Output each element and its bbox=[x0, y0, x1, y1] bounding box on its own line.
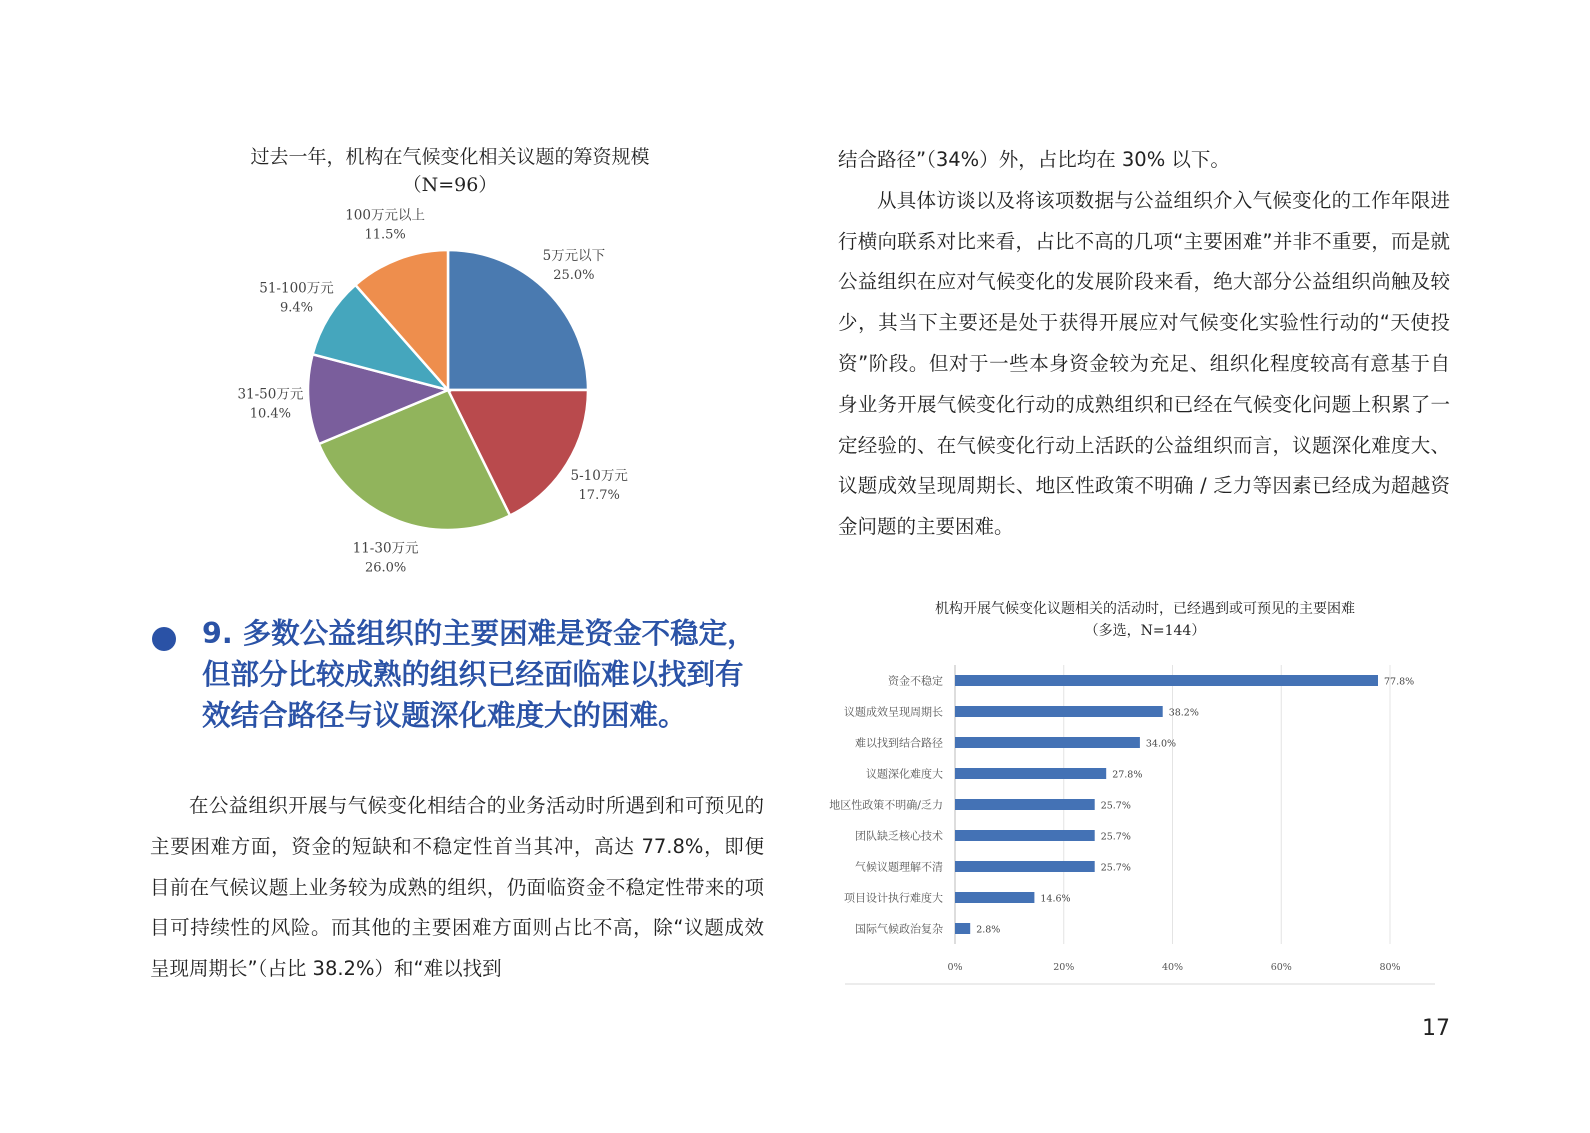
pie-slice-value: 26.0% bbox=[364, 560, 407, 576]
section-heading-text: 9. 多数公益组织的主要困难是资金不稳定，但部分比较成熟的组织已经面临难以找到有效结合路径与议题深化难度大的困难。 bbox=[202, 617, 756, 732]
pie-slice-value: 17.7% bbox=[578, 488, 620, 503]
bar-value-label: 2.8% bbox=[976, 924, 1001, 936]
x-tick-label: 40% bbox=[1161, 962, 1184, 973]
bar bbox=[955, 892, 1034, 903]
category-label: 项目设计执行难度大 bbox=[844, 891, 943, 905]
category-label: 资金不稳定 bbox=[888, 674, 943, 688]
x-tick-label: 0% bbox=[947, 962, 963, 973]
bar-value-label: 77.8% bbox=[1384, 676, 1415, 688]
left-column-text bbox=[150, 786, 764, 990]
bar-value-label: 25.7% bbox=[1100, 862, 1131, 874]
bar-value-label: 38.2% bbox=[1168, 707, 1199, 719]
bar-chart-title bbox=[845, 598, 1445, 642]
category-label: 团队缺乏核心技术 bbox=[855, 829, 943, 843]
pie-slice-label: 11-30万元 bbox=[352, 540, 419, 557]
pie-slice-value: 11.5% bbox=[364, 227, 406, 243]
x-tick-label: 80% bbox=[1379, 962, 1401, 973]
bar bbox=[955, 737, 1140, 748]
pie-slice-label: 100万元以上 bbox=[345, 207, 425, 224]
bar-value-label: 27.8% bbox=[1112, 769, 1143, 781]
bar-value-label: 34.0% bbox=[1145, 738, 1177, 750]
category-label: 议题深化难度大 bbox=[866, 767, 943, 781]
category-label: 难以找到结合路径 bbox=[855, 736, 943, 750]
category-label: 气候议题理解不清 bbox=[855, 860, 943, 874]
bar bbox=[955, 923, 970, 934]
bar-chart-title-text: 机构开展气候变化议题相关的活动时，已经遇到或可预见的主要困难 bbox=[935, 601, 1355, 617]
bar bbox=[955, 830, 1095, 841]
left-paragraph: 在公益组织开展与气候变化相结合的业务活动时所遇到和可预见的主要困难方面，资金的短缺和不稳定性首当其冲，高达 77.8%，即便目前在气候议题上业务较为成熟的组织，仍面临资金不稳定性带来的项目可持续性的风险。而其他的主要困难方面则占比不高，除“议题成效呈现周期长”（占比 38.2%）和“难以找到 bbox=[150, 794, 764, 981]
bar bbox=[955, 768, 1106, 779]
pie-slice-value: 10.4% bbox=[249, 406, 292, 422]
pie-slice-value: 9.4% bbox=[279, 300, 314, 316]
pie-slice-label: 5-10万元 bbox=[570, 468, 628, 484]
pie-chart bbox=[150, 207, 750, 576]
right-paragraph-2: 从具体访谈以及将该项数据与公益组织介入气候变化的工作年限进行横向联系对比来看，占比不高的几项“主要困难”并非不重要，而是就公益组织在应对气候变化的发展阶段来看，绝大部分公益组织尚触及较少，其当下主要还是处于获得开展应对气候变化实验性行动的“天使投资”阶段。但对于一些本身资金较为充足、组织化程度较高有意基于自身业务开展气候变化行动的成熟组织和已经在气候变化问题上积累了一定经验的、在气候变化行动上活跃的公益组织而言，议题深化难度大、议题成效呈现周期长、地区性政策不明确 / 乏力等因素已经成为超越资金问题的主要困难。 bbox=[838, 188, 1450, 539]
page-number: 17 bbox=[1422, 1016, 1450, 1041]
x-tick-label: 20% bbox=[1053, 962, 1075, 973]
pie-slice-label: 5万元以下 bbox=[542, 248, 606, 265]
bar bbox=[955, 675, 1378, 686]
right-paragraph-1: 结合路径”（34%）外，占比均在 30% 以下。 bbox=[838, 148, 1230, 171]
category-label: 国际气候政治复杂 bbox=[855, 922, 943, 936]
bar bbox=[955, 706, 1163, 717]
right-column-text bbox=[838, 140, 1450, 548]
bar bbox=[955, 861, 1095, 872]
pie-chart-subtitle: （N=96） bbox=[402, 174, 498, 196]
bar-value-label: 25.7% bbox=[1100, 800, 1131, 812]
pie-chart-title bbox=[150, 143, 750, 199]
category-label: 议题成效呈现周期长 bbox=[844, 705, 943, 719]
pie-slice-label: 31-50万元 bbox=[237, 386, 304, 403]
category-label: 地区性政策不明确/乏力 bbox=[829, 798, 943, 812]
pie-chart-title-text: 过去一年，机构在气候变化相关议题的筹资规模 bbox=[250, 146, 650, 168]
bar-value-label: 25.7% bbox=[1100, 831, 1131, 843]
bar-chart-subtitle: （多选，N=144） bbox=[1084, 623, 1206, 639]
bullet-dot-icon bbox=[152, 627, 176, 651]
bar-chart bbox=[829, 660, 1450, 990]
pie-slice-label: 51-100万元 bbox=[259, 280, 334, 297]
bar bbox=[955, 799, 1095, 810]
x-tick-label: 60% bbox=[1270, 962, 1292, 973]
bar-value-label: 14.6% bbox=[1040, 893, 1071, 905]
pie-slice-value: 25.0% bbox=[553, 268, 595, 284]
